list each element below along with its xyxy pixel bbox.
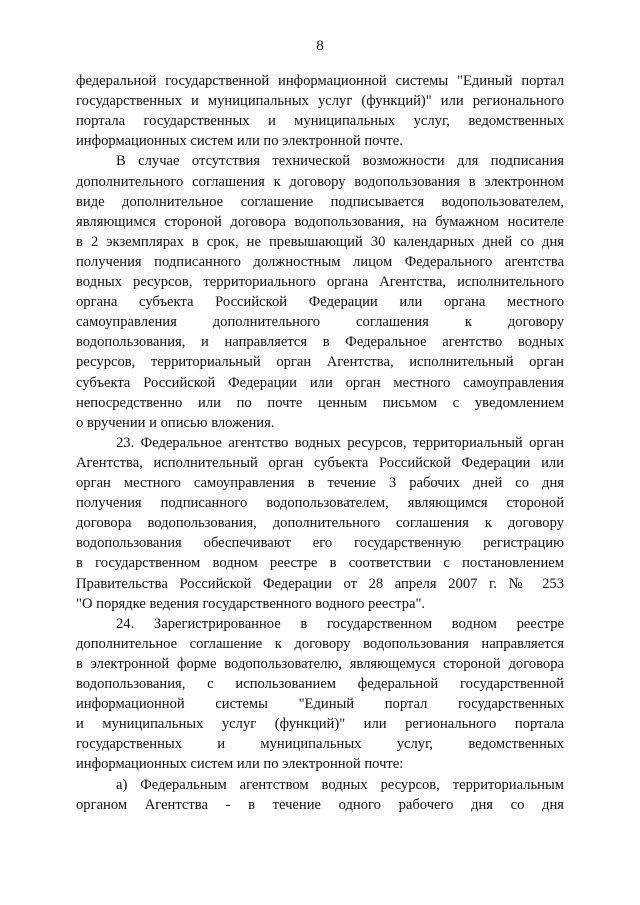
text-line: органом Агентства - в течение одного рабочего дня со дня [76, 796, 564, 813]
text-line: водопользования, и направляется в Федеральное агентство водных [76, 334, 564, 351]
text-line: "О порядке ведения государственного водного реестра". [76, 595, 426, 612]
text-line: о вручении и описью вложения. [76, 414, 275, 431]
text-line: Правительства Российской Федерации от 28 апреля 2007 г. № 253 [76, 575, 564, 592]
text-line: субъекта Российской Федерации или орган местного самоуправления [76, 374, 564, 391]
text-line: государственных и муниципальных услуг, ведомственных [76, 736, 564, 753]
text-line: водных ресурсов, территориального органа Агентства, исполнительного [76, 274, 564, 290]
text-line: и муниципальных услуг (функций)" или регионального портала [76, 716, 564, 733]
text-line: получения подписанного водопользователем, являющимся стороной [76, 495, 564, 512]
text-line: В случае отсутствия технической возможности для подписания [116, 153, 564, 170]
text-line: водопользования обеспечивают его государственную регистрацию [76, 535, 564, 552]
text-line: дополнительного соглашения к договору водопользования в электронном [76, 173, 564, 190]
text-line: договора водопользования, дополнительного соглашения к договору [76, 515, 564, 532]
text-line: самоуправления дополнительного соглашения к договору [76, 314, 564, 331]
text-line: в 2 экземплярах в срок, не превышающий 30 календарных дней со дня [76, 233, 564, 250]
text-line: а) Федеральным агентством водных ресурсов, территориальным [116, 776, 564, 793]
text-line: 23. Федеральное агентство водных ресурсов, территориальный орган [116, 434, 564, 451]
text-line: являющимся стороной договора водопользования, на бумажном носителе [76, 213, 564, 230]
text-line: получения подписанного должностным лицом Федерального агентства [76, 253, 564, 270]
text-line: государственных и муниципальных услуг (функций)" или регионального [76, 93, 564, 110]
text-line: федеральной государственной информационной системы "Единый портал [76, 73, 564, 89]
page-number: 8 [316, 38, 324, 54]
text-line: информационных систем или по электронной почте. [76, 133, 403, 150]
text-line: информационных систем или по электронной почте: [76, 756, 404, 773]
text-line: Агентства, исполнительный орган субъекта Российской Федерации или [76, 454, 564, 471]
text-line: 24. Зарегистрированное в государственном водном реестре [116, 615, 564, 632]
text-line: органа субъекта Российской Федерации или органа местного [76, 294, 564, 311]
text-line: ресурсов, территориальный орган Агентства, исполнительный орган [76, 354, 564, 371]
text-line: виде дополнительное соглашение подписывается водопользователем, [76, 193, 564, 210]
text-line: информационной системы "Единый портал государственных [76, 696, 564, 713]
text-line: дополнительное соглашение к договору водопользования направляется [76, 635, 564, 652]
text-line: орган местного самоуправления в течение 3 рабочих дней со дня [76, 475, 564, 491]
text-line: портала государственных и муниципальных услуг, ведомственных [76, 113, 564, 130]
text-line: непосредственно или по почте ценным письмом с уведомлением [76, 394, 564, 411]
text-line: в государственном водном реестре в соответствии с постановлением [76, 555, 564, 572]
text-line: в электронной форме водопользователю, являющемуся стороной договора [76, 655, 564, 672]
text-line: водопользования, с использованием федеральной государственной [76, 676, 564, 692]
